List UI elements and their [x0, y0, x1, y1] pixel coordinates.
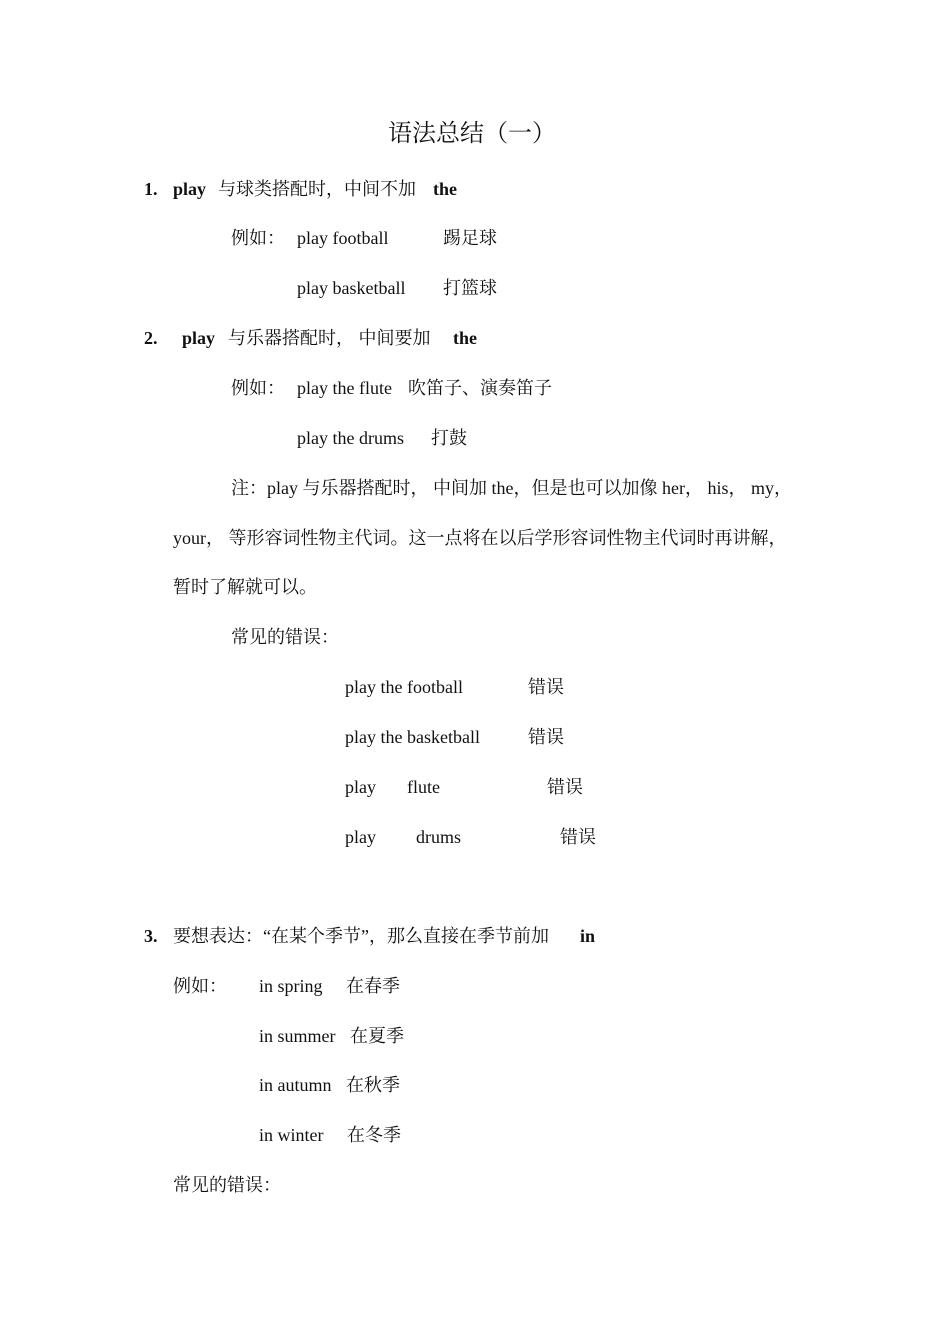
error-example-noun: flute: [407, 777, 440, 797]
example-english: play the drums: [297, 428, 404, 448]
common-errors-label: 常见的错误：: [231, 627, 339, 647]
example-chinese: 吹笛子、演奏笛子: [408, 378, 552, 398]
example-chinese: 在夏季: [350, 1026, 404, 1046]
example-label: 例如：: [231, 378, 285, 398]
note-line: your， 等形容词性物主代词。这一点将在以后学形容词性物主代词时再讲解，: [173, 528, 787, 548]
error-example: play: [345, 827, 376, 847]
keyword-play: play: [182, 328, 216, 348]
common-errors-label: 常见的错误：: [173, 1175, 281, 1195]
error-mark: 错误: [528, 677, 564, 697]
keyword-play: play: [173, 179, 207, 199]
example-chinese: 踢足球: [443, 228, 497, 248]
rule-text: 与乐器搭配时， 中间要加: [228, 328, 431, 348]
error-example: play the basketball: [345, 727, 480, 747]
example-chinese: 在秋季: [346, 1075, 400, 1095]
page-title: 语法总结（一）: [388, 121, 556, 147]
rule-text: 与球类搭配时，中间不加: [218, 179, 416, 199]
section-number: 3.: [144, 926, 158, 946]
error-example: play: [345, 777, 376, 797]
section-number: 2.: [144, 328, 158, 348]
example-english: play basketball: [297, 278, 406, 298]
example-label: 例如：: [173, 976, 227, 996]
error-example: play the football: [345, 677, 463, 697]
rule-text: 要想表达：“在某个季节”，那么直接在季节前加: [173, 926, 549, 946]
example-english: play football: [297, 228, 389, 248]
example-chinese: 打鼓: [431, 428, 467, 448]
error-example-noun: drums: [416, 827, 461, 847]
example-english: in autumn: [259, 1075, 332, 1095]
example-chinese: 在春季: [346, 976, 400, 996]
error-mark: 错误: [547, 777, 583, 797]
example-english: play the flute: [297, 378, 392, 398]
keyword-in: in: [580, 926, 596, 946]
example-english: in spring: [259, 976, 323, 996]
example-english: in summer: [259, 1026, 336, 1046]
error-mark: 错误: [560, 827, 596, 847]
example-english: in winter: [259, 1125, 324, 1145]
section-number: 1.: [144, 179, 158, 199]
error-mark: 错误: [528, 727, 564, 747]
example-chinese: 打篮球: [443, 278, 497, 298]
note-line: 暂时了解就可以。: [173, 577, 317, 597]
keyword-the: the: [453, 328, 477, 348]
keyword-the: the: [433, 179, 457, 199]
example-chinese: 在冬季: [347, 1125, 401, 1145]
example-label: 例如：: [231, 228, 285, 248]
note-line: 注：play 与乐器搭配时， 中间加 the，但是也可以加像 her， his， my，: [231, 478, 792, 498]
